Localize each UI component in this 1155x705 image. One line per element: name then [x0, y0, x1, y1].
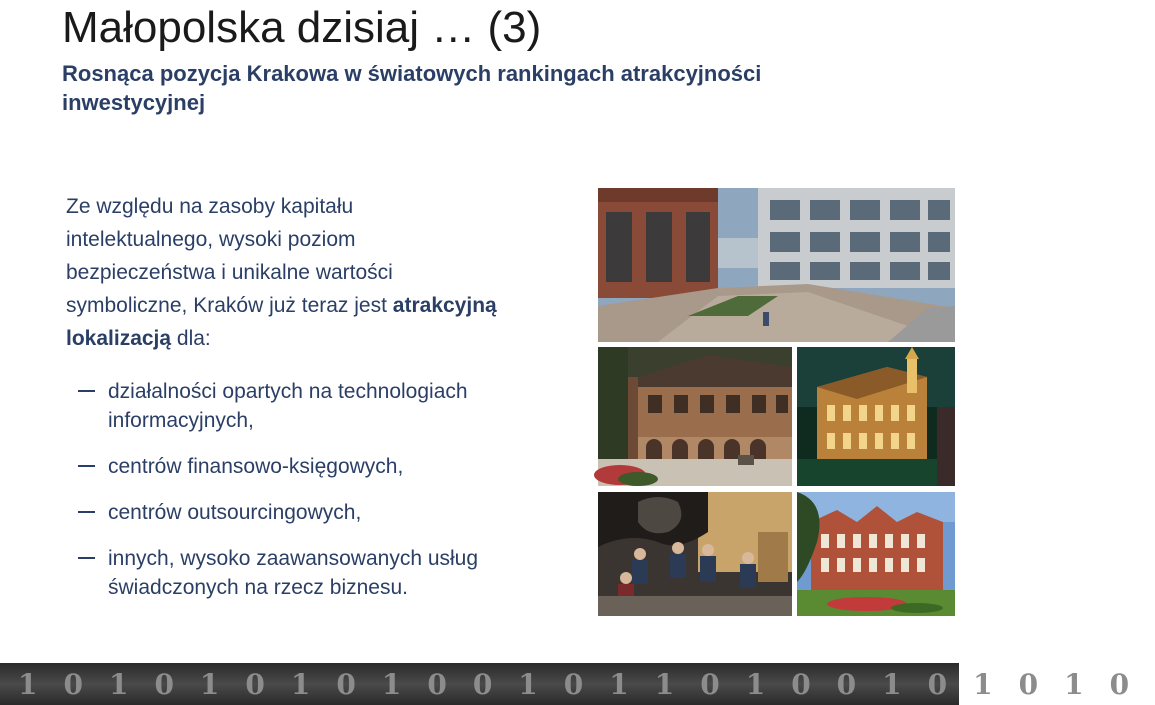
footer-binary-digits: 1010101010010110100101010: [18, 668, 1155, 701]
students-photo-image: [598, 492, 792, 616]
intro-lead: Ze względu na zasoby kapitału intelektualnego, wysoki poziom bezpieczeństwa i unikalne wartości symboliczne, Kraków już teraz jest: [66, 195, 393, 317]
campus-photo: [598, 188, 955, 342]
dash-bullet-icon: [78, 557, 95, 559]
list-item: [78, 498, 548, 527]
list-item: [78, 544, 548, 602]
dash-bullet-icon: [78, 465, 95, 467]
bullet-text: centrów finansowo-księgowych,: [108, 455, 404, 478]
dash-bullet-icon: [78, 511, 95, 513]
courtyard-photo: [598, 347, 792, 486]
collegium-photo: [797, 492, 955, 616]
intro-tail: dla:: [171, 327, 211, 350]
footer-binary-band: [0, 663, 1155, 705]
slide-title: Małopolska dzisiaj … (3): [62, 3, 542, 52]
dash-bullet-icon: [78, 390, 95, 392]
slide-subtitle: Rosnąca pozycja Krakowa w światowych rankingach atrakcyjności inwestycyjnej: [62, 61, 762, 115]
night-building-photo: [797, 347, 955, 486]
bullet-text: działalności opartych na technologiach informacyjnych,: [108, 380, 468, 432]
courtyard-photo-image: [598, 347, 792, 486]
list-item: [78, 377, 548, 435]
collegium-photo-image: [797, 492, 955, 616]
intro-highlight: atrakcyjną lokalizacją: [66, 294, 497, 350]
list-item: [78, 452, 548, 481]
bullet-text: centrów outsourcingowych,: [108, 501, 362, 524]
night-building-photo-image: [797, 347, 955, 486]
students-photo: [598, 492, 792, 616]
bullet-list: [78, 377, 548, 619]
campus-photo-image: [598, 188, 955, 342]
intro-paragraph: [66, 190, 506, 355]
bullet-text: innych, wysoko zaawansowanych usług świadczonych na rzecz biznesu.: [108, 547, 479, 599]
